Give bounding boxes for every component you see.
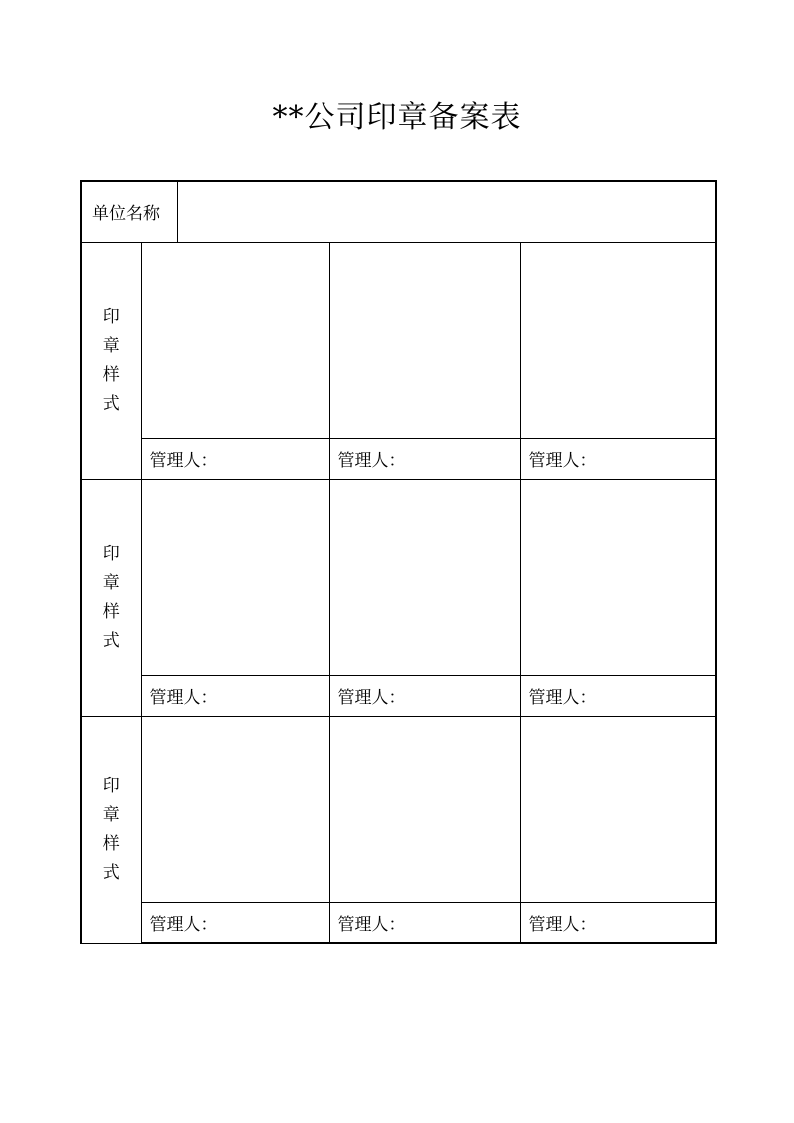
page-title: **公司印章备案表 bbox=[272, 100, 522, 135]
seal-registration-table bbox=[80, 180, 717, 944]
seal-style-label: 印 章 样 式 bbox=[81, 242, 141, 479]
manager-row bbox=[81, 902, 716, 943]
manager-field[interactable]: 管理人： bbox=[329, 438, 520, 479]
seal-impression-box[interactable] bbox=[329, 716, 520, 902]
manager-row bbox=[81, 438, 716, 479]
manager-field[interactable]: 管理人： bbox=[141, 902, 329, 943]
unit-name-label: 单位名称 bbox=[81, 181, 177, 242]
seal-impression-box[interactable] bbox=[141, 716, 329, 902]
manager-field[interactable]: 管理人： bbox=[329, 902, 520, 943]
manager-row bbox=[81, 675, 716, 716]
manager-field[interactable]: 管理人： bbox=[520, 675, 716, 716]
manager-field[interactable]: 管理人： bbox=[141, 675, 329, 716]
seal-row bbox=[81, 716, 716, 902]
seal-impression-box[interactable] bbox=[141, 479, 329, 675]
seal-impression-box[interactable] bbox=[520, 716, 716, 902]
seal-style-label: 印 章 样 式 bbox=[81, 716, 141, 943]
manager-field[interactable]: 管理人： bbox=[329, 675, 520, 716]
seal-impression-box[interactable] bbox=[329, 242, 520, 438]
seal-style-label: 印 章 样 式 bbox=[81, 479, 141, 716]
manager-field[interactable]: 管理人： bbox=[141, 438, 329, 479]
seal-impression-box[interactable] bbox=[520, 242, 716, 438]
manager-field[interactable]: 管理人： bbox=[520, 438, 716, 479]
seal-impression-box[interactable] bbox=[329, 479, 520, 675]
seal-impression-box[interactable] bbox=[520, 479, 716, 675]
manager-field[interactable]: 管理人： bbox=[520, 902, 716, 943]
seal-impression-box[interactable] bbox=[141, 242, 329, 438]
seal-row bbox=[81, 479, 716, 675]
unit-name-row bbox=[81, 181, 716, 242]
unit-name-field[interactable] bbox=[177, 181, 716, 242]
seal-row bbox=[81, 242, 716, 438]
